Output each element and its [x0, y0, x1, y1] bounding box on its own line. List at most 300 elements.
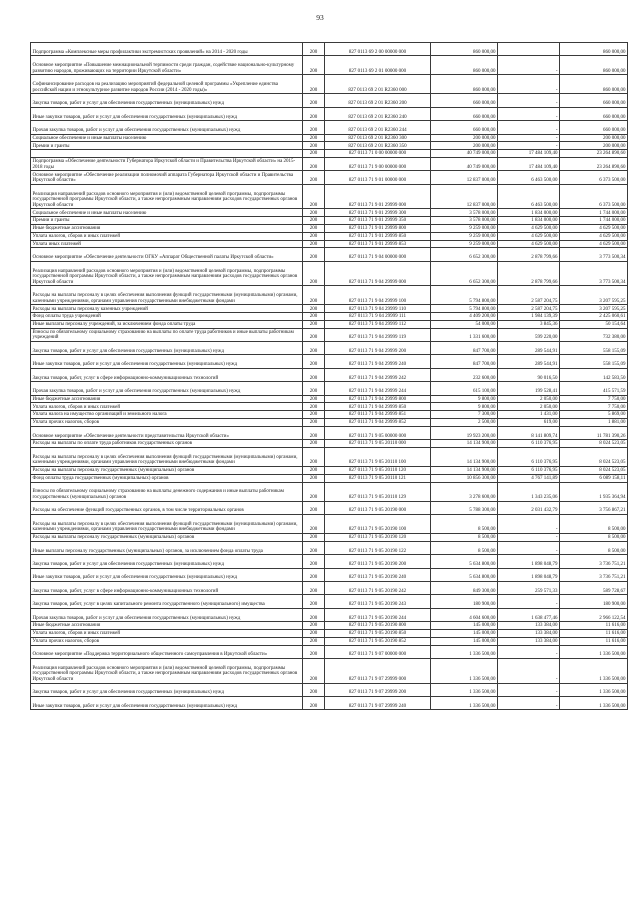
row-executed-amount-cell: 199 528,41: [498, 382, 560, 395]
table-row: [31, 645, 628, 658]
row-name-cell: Реализация направлений расходов основного мероприятия и (или) ведомственной целевой программы, подпрограммы государственной программы Иркутской области, а также непрограммным направлениям расходов государственных органов Иркутской области: [31, 184, 303, 209]
row-unexecuted-amount-cell: 4 629 500,00: [560, 232, 628, 240]
row-classification-code-cell: 827 0113 71 9 04 29999 111: [325, 313, 431, 321]
row-code-cell: 200: [303, 411, 325, 419]
row-executed-amount-cell: 6 110 376,95: [498, 440, 560, 448]
row-code-cell: 200: [303, 629, 325, 637]
row-name-cell: Уплата налогов, сборов и иных платежей: [31, 403, 303, 411]
row-code-cell: 200: [303, 240, 325, 248]
row-approved-amount-cell: 9 259 000,00: [431, 224, 498, 232]
row-unexecuted-amount-cell: 1 336 500,00: [560, 683, 628, 696]
row-unexecuted-amount-cell: 6 373 500,00: [560, 171, 628, 184]
row-unexecuted-amount-cell: 11 781 390,26: [560, 426, 628, 439]
row-classification-code-cell: 827 0113 71 9 00 00000 000: [325, 157, 431, 170]
table-row: [31, 581, 628, 594]
row-approved-amount-cell: 860 000,00: [431, 75, 498, 94]
table-row: [31, 658, 628, 683]
row-classification-code-cell: 827 0113 71 9 04 29999 000: [325, 261, 431, 286]
row-executed-amount-cell: -: [498, 134, 560, 142]
table-row: [31, 224, 628, 232]
row-classification-code-cell: 827 0113 71 9 05 20110 129: [325, 482, 431, 501]
row-name-cell: Основное мероприятие «Обеспечение реализации полномочий аппарата Губернатора Иркутской области и Правительства Иркутской области»: [31, 171, 303, 184]
row-approved-amount-cell: 5 788 300,00: [431, 501, 498, 514]
row-classification-code-cell: 827 0113 71 9 05 20110 000: [325, 440, 431, 448]
table-row: [31, 368, 628, 381]
row-approved-amount-cell: 40 749 000,00: [431, 157, 498, 170]
row-name-cell: Уплата прочих налогов, сборов: [31, 419, 303, 427]
table-row: [31, 232, 628, 240]
row-code-cell: 200: [303, 184, 325, 209]
row-approved-amount-cell: 9 800,00: [431, 403, 498, 411]
row-code-cell: 200: [303, 515, 325, 534]
row-approved-amount-cell: 6 652 300,00: [431, 248, 498, 261]
row-classification-code-cell: 827 0113 69 2 01 00000 000: [325, 56, 431, 75]
row-executed-amount-cell: -: [498, 121, 560, 134]
table-row: [31, 320, 628, 328]
row-unexecuted-amount-cell: 2 966 122,54: [560, 608, 628, 621]
table-row: [31, 482, 628, 501]
row-code-cell: 200: [303, 482, 325, 501]
row-name-cell: Иные бюджетные ассигнования: [31, 224, 303, 232]
row-name-cell: [31, 150, 303, 158]
row-classification-code-cell: 827 0113 71 9 01 29999 853: [325, 240, 431, 248]
row-code-cell: 200: [303, 426, 325, 439]
row-executed-amount-cell: 6 463 500,00: [498, 184, 560, 209]
row-classification-code-cell: 827 0113 71 9 05 20190 000: [325, 501, 431, 514]
row-code-cell: 200: [303, 134, 325, 142]
row-approved-amount-cell: 14 134 900,00: [431, 467, 498, 475]
table-row: [31, 261, 628, 286]
row-name-cell: Иные закупки товаров, работ и услуг для обеспечения государственных (муниципальных) нужд: [31, 568, 303, 581]
row-classification-code-cell: 827 0113 69 2 01 R2360 350: [325, 142, 431, 150]
row-name-cell: Софинансирование расходов на реализацию мероприятий федеральной целевой программы «Укрепление единства российской нации и этнокультурное развитие народов России (2014 - 2020 годы)»: [31, 75, 303, 94]
row-unexecuted-amount-cell: 1 336 500,00: [560, 658, 628, 683]
row-unexecuted-amount-cell: 3 207 595,25: [560, 286, 628, 305]
row-code-cell: 200: [303, 448, 325, 467]
row-approved-amount-cell: 5 634 800,00: [431, 568, 498, 581]
row-code-cell: 200: [303, 248, 325, 261]
row-classification-code-cell: 827 0113 71 9 07 29999 200: [325, 683, 431, 696]
row-code-cell: 200: [303, 286, 325, 305]
row-approved-amount-cell: 9 259 000,00: [431, 232, 498, 240]
row-classification-code-cell: 827 0113 71 9 01 29999 850: [325, 232, 431, 240]
table-row: [31, 696, 628, 709]
row-approved-amount-cell: 660 000,00: [431, 121, 498, 134]
row-unexecuted-amount-cell: 4 629 500,00: [560, 240, 628, 248]
row-classification-code-cell: 827 0113 71 9 07 29999 000: [325, 658, 431, 683]
row-code-cell: 200: [303, 622, 325, 630]
row-executed-amount-cell: 1 898 048,79: [498, 555, 560, 568]
row-code-cell: 200: [303, 595, 325, 608]
row-code-cell: 200: [303, 261, 325, 286]
row-code-cell: 200: [303, 395, 325, 403]
table-row: [31, 395, 628, 403]
row-classification-code-cell: 827 0113 71 9 01 29999 000: [325, 184, 431, 209]
row-classification-code-cell: 827 0113 71 9 01 29999 300: [325, 209, 431, 217]
row-classification-code-cell: 827 0113 71 9 01 29999 350: [325, 217, 431, 225]
row-executed-amount-cell: 4 767 141,89: [498, 474, 560, 482]
row-code-cell: 200: [303, 355, 325, 368]
row-executed-amount-cell: 4 629 500,00: [498, 240, 560, 248]
row-executed-amount-cell: -: [498, 683, 560, 696]
row-code-cell: 200: [303, 403, 325, 411]
row-executed-amount-cell: 259 571,33: [498, 581, 560, 594]
row-executed-amount-cell: 1 431,00: [498, 411, 560, 419]
row-classification-code-cell: 827 0113 71 9 04 29999 110: [325, 305, 431, 313]
row-code-cell: 200: [303, 157, 325, 170]
row-code-cell: 200: [303, 75, 325, 94]
row-approved-amount-cell: 12 837 000,00: [431, 171, 498, 184]
row-unexecuted-amount-cell: 8 024 523,05: [560, 440, 628, 448]
row-unexecuted-amount-cell: 7 750,00: [560, 403, 628, 411]
row-classification-code-cell: 827 0113 71 9 05 20110 121: [325, 474, 431, 482]
row-executed-amount-cell: 2 878 799,66: [498, 261, 560, 286]
row-code-cell: 200: [303, 382, 325, 395]
row-code-cell: 200: [303, 683, 325, 696]
row-approved-amount-cell: 7 300,00: [431, 411, 498, 419]
row-classification-code-cell: 827 0113 71 9 05 20190 800: [325, 622, 431, 630]
row-unexecuted-amount-cell: 5 869,00: [560, 411, 628, 419]
row-classification-code-cell: 827 0113 71 9 04 29999 100: [325, 286, 431, 305]
table-row: [31, 622, 628, 630]
table-row: [31, 568, 628, 581]
table-row: [31, 217, 628, 225]
row-name-cell: Уплата иных платежей: [31, 240, 303, 248]
row-executed-amount-cell: 2 878 799,66: [498, 248, 560, 261]
row-classification-code-cell: 827 0113 69 2 00 00000 000: [325, 43, 431, 56]
row-code-cell: 200: [303, 56, 325, 75]
row-unexecuted-amount-cell: 1 881,00: [560, 419, 628, 427]
row-name-cell: Иные выплаты персоналу учреждений, за исключением фонда оплаты труда: [31, 320, 303, 328]
row-approved-amount-cell: 200 000,00: [431, 142, 498, 150]
table-row: [31, 448, 628, 467]
row-unexecuted-amount-cell: 2 425 060,61: [560, 313, 628, 321]
row-code-cell: 200: [303, 94, 325, 107]
row-name-cell: Уплата налогов, сборов и иных платежей: [31, 232, 303, 240]
row-executed-amount-cell: 619,00: [498, 419, 560, 427]
row-executed-amount-cell: -: [498, 56, 560, 75]
row-approved-amount-cell: 6 652 300,00: [431, 261, 498, 286]
row-name-cell: Премии и гранты: [31, 217, 303, 225]
row-unexecuted-amount-cell: 4 629 500,00: [560, 224, 628, 232]
row-name-cell: Социальное обеспечение и иные выплаты населению: [31, 209, 303, 217]
row-name-cell: Подпрограмма «Обеспечение деятельности Губернатора Иркутской области и Правительства Иркутской области» на 2015-2018 годы: [31, 157, 303, 170]
row-approved-amount-cell: 847 700,00: [431, 342, 498, 355]
row-executed-amount-cell: 17 484 109,40: [498, 150, 560, 158]
row-unexecuted-amount-cell: 7 750,00: [560, 395, 628, 403]
row-approved-amount-cell: 3 278 600,00: [431, 482, 498, 501]
row-classification-code-cell: 827 0113 69 2 01 R2360 000: [325, 75, 431, 94]
row-name-cell: Иные бюджетные ассигнования: [31, 622, 303, 630]
row-approved-amount-cell: 145 000,00: [431, 622, 498, 630]
table-row: [31, 107, 628, 120]
row-approved-amount-cell: 14 134 900,00: [431, 440, 498, 448]
row-executed-amount-cell: [498, 43, 560, 56]
row-code-cell: 200: [303, 320, 325, 328]
row-unexecuted-amount-cell: 8 500,00: [560, 541, 628, 554]
row-name-cell: Расходы на выплаты персоналу казенных учреждений: [31, 305, 303, 313]
row-executed-amount-cell: 2 587 204,75: [498, 305, 560, 313]
row-code-cell: 200: [303, 608, 325, 621]
row-classification-code-cell: 827 0113 71 9 05 20190 244: [325, 608, 431, 621]
budget-execution-table: [30, 42, 628, 710]
row-executed-amount-cell: 6 110 376,95: [498, 467, 560, 475]
row-unexecuted-amount-cell: 6 089 158,11: [560, 474, 628, 482]
table-row: [31, 515, 628, 534]
row-name-cell: Закупка товаров, работ, услуг в целях капитального ремонта государственного (муниципального) имущества: [31, 595, 303, 608]
row-approved-amount-cell: 200 000,00: [431, 134, 498, 142]
row-code-cell: 200: [303, 142, 325, 150]
row-code-cell: 200: [303, 541, 325, 554]
row-executed-amount-cell: 2 587 204,75: [498, 286, 560, 305]
row-classification-code-cell: 827 0113 71 9 05 20190 850: [325, 629, 431, 637]
row-unexecuted-amount-cell: 1 336 500,00: [560, 696, 628, 709]
table-row: [31, 313, 628, 321]
row-name-cell: Фонд оплаты труда учреждений: [31, 313, 303, 321]
row-unexecuted-amount-cell: 8 024 523,05: [560, 467, 628, 475]
row-code-cell: 200: [303, 419, 325, 427]
row-classification-code-cell: 827 0113 69 2 01 R2360 240: [325, 107, 431, 120]
table-row: [31, 474, 628, 482]
row-code-cell: 200: [303, 328, 325, 341]
row-approved-amount-cell: 660 000,00: [431, 94, 498, 107]
row-approved-amount-cell: 847 700,00: [431, 355, 498, 368]
row-unexecuted-amount-cell: 558 155,09: [560, 342, 628, 355]
row-name-cell: Премии и гранты: [31, 142, 303, 150]
row-approved-amount-cell: 14 134 900,00: [431, 448, 498, 467]
row-code-cell: 200: [303, 171, 325, 184]
row-unexecuted-amount-cell: 3 736 751,21: [560, 568, 628, 581]
row-approved-amount-cell: 9 259 000,00: [431, 240, 498, 248]
row-unexecuted-amount-cell: 3 773 500,34: [560, 261, 628, 286]
row-classification-code-cell: 827 0113 71 9 05 00000 000: [325, 426, 431, 439]
table-row: [31, 595, 628, 608]
row-name-cell: Прочая закупка товаров, работ и услуг для обеспечения государственных (муниципальных) нужд: [31, 121, 303, 134]
table-row: [31, 440, 628, 448]
row-name-cell: Взносы по обязательному социальному страхованию на выплаты по оплате труда работников и иные выплаты работникам учреждений: [31, 328, 303, 341]
row-executed-amount-cell: 1 343 235,06: [498, 482, 560, 501]
table-row: [31, 184, 628, 209]
row-classification-code-cell: 827 0113 71 9 05 20190 100: [325, 515, 431, 534]
row-name-cell: Уплата прочих налогов, сборов: [31, 637, 303, 645]
row-executed-amount-cell: -: [498, 94, 560, 107]
table-row: [31, 403, 628, 411]
row-code-cell: 200: [303, 107, 325, 120]
row-approved-amount-cell: 4 604 600,00: [431, 608, 498, 621]
row-unexecuted-amount-cell: 11 616,00: [560, 629, 628, 637]
table-row: [31, 248, 628, 261]
row-executed-amount-cell: 133 384,00: [498, 629, 560, 637]
table-row: [31, 56, 628, 75]
table-row: [31, 171, 628, 184]
row-unexecuted-amount-cell: 180 900,00: [560, 595, 628, 608]
table-row: [31, 426, 628, 439]
row-executed-amount-cell: 3 845,36: [498, 320, 560, 328]
row-approved-amount-cell: 145 000,00: [431, 629, 498, 637]
row-code-cell: 200: [303, 150, 325, 158]
table-row: [31, 328, 628, 341]
row-executed-amount-cell: -: [498, 645, 560, 658]
row-classification-code-cell: 827 0113 71 9 07 00000 000: [325, 645, 431, 658]
table-row: [31, 541, 628, 554]
table-row: [31, 419, 628, 427]
row-name-cell: Реализация направлений расходов основного мероприятия и (или) ведомственной целевой программы, подпрограммы государственной программы Иркутской области, а также непрограммным направлениям расходов государственных органов Иркутской области: [31, 658, 303, 683]
row-unexecuted-amount-cell: 732 380,00: [560, 328, 628, 341]
row-unexecuted-amount-cell: 11 616,00: [560, 622, 628, 630]
table-row: [31, 94, 628, 107]
row-code-cell: 200: [303, 555, 325, 568]
row-executed-amount-cell: 4 629 500,00: [498, 224, 560, 232]
row-approved-amount-cell: 8 500,00: [431, 534, 498, 542]
row-name-cell: Расходы на выплаты персоналу в целях обеспечения выполнения функций государственными (муниципальными) органами, казенными учреждениями, органами управления государственными внебюджетными фондами: [31, 448, 303, 467]
row-name-cell: Расходы на выплаты персоналу государственных (муниципальных) органов: [31, 534, 303, 542]
row-classification-code-cell: 827 0113 71 9 04 29999 242: [325, 368, 431, 381]
row-approved-amount-cell: 8 500,00: [431, 515, 498, 534]
row-name-cell: Закупка товаров, работ, услуг в сфере информационно-коммуникационных технологий: [31, 581, 303, 594]
row-classification-code-cell: 827 0113 69 2 01 R2360 244: [325, 121, 431, 134]
table-row: [31, 305, 628, 313]
row-name-cell: Уплата налогов, сборов и иных платежей: [31, 629, 303, 637]
row-approved-amount-cell: 1 331 600,00: [431, 328, 498, 341]
row-classification-code-cell: 827 0113 71 9 01 00000 000: [325, 171, 431, 184]
row-unexecuted-amount-cell: 415 571,59: [560, 382, 628, 395]
row-name-cell: Расходы на выплаты персоналу государственных (муниципальных) органов: [31, 467, 303, 475]
row-executed-amount-cell: 599 220,00: [498, 328, 560, 341]
row-classification-code-cell: 827 0113 71 9 05 20190 120: [325, 534, 431, 542]
row-approved-amount-cell: 4 409 200,00: [431, 313, 498, 321]
row-name-cell: Уплата налога на имущество организаций и земельного налога: [31, 411, 303, 419]
row-unexecuted-amount-cell: 8 500,00: [560, 534, 628, 542]
row-unexecuted-amount-cell: 6 373 500,00: [560, 184, 628, 209]
row-executed-amount-cell: -: [498, 658, 560, 683]
row-unexecuted-amount-cell: 142 583,50: [560, 368, 628, 381]
row-name-cell: Прочая закупка товаров, работ и услуг для обеспечения государственных (муниципальных) нужд: [31, 608, 303, 621]
row-name-cell: Расходы на обеспечение функций государственных органов, в том числе территориальных органов: [31, 501, 303, 514]
row-executed-amount-cell: 2 031 432,79: [498, 501, 560, 514]
table-row: [31, 134, 628, 142]
row-code-cell: 200: [303, 224, 325, 232]
row-unexecuted-amount-cell: 3 756 867,21: [560, 501, 628, 514]
row-executed-amount-cell: 1 834 000,00: [498, 209, 560, 217]
row-unexecuted-amount-cell: 1 935 364,94: [560, 482, 628, 501]
row-classification-code-cell: 827 0113 71 9 04 29999 112: [325, 320, 431, 328]
row-unexecuted-amount-cell: 860 000,00: [560, 56, 628, 75]
row-name-cell: Основное мероприятие «Обеспечение деятельности представительства Иркутской области»: [31, 426, 303, 439]
row-approved-amount-cell: 180 900,00: [431, 595, 498, 608]
row-unexecuted-amount-cell: 1 744 000,00: [560, 217, 628, 225]
row-name-cell: Закупка товаров, работ и услуг для обеспечения государственных (муниципальных) нужд: [31, 555, 303, 568]
row-classification-code-cell: 827 0113 71 9 04 29999 851: [325, 411, 431, 419]
row-executed-amount-cell: 289 544,91: [498, 342, 560, 355]
row-unexecuted-amount-cell: 200 000,00: [560, 134, 628, 142]
row-classification-code-cell: 827 0113 71 0 00 00000 000: [325, 150, 431, 158]
row-unexecuted-amount-cell: 860 000,00: [560, 43, 628, 56]
row-classification-code-cell: 827 0113 71 9 05 20190 242: [325, 581, 431, 594]
row-approved-amount-cell: 615 100,00: [431, 382, 498, 395]
page-number: 93: [316, 13, 324, 22]
row-executed-amount-cell: 1 898 048,79: [498, 568, 560, 581]
row-executed-amount-cell: -: [498, 142, 560, 150]
row-unexecuted-amount-cell: 200 000,00: [560, 142, 628, 150]
row-code-cell: 200: [303, 342, 325, 355]
row-classification-code-cell: 827 0113 71 9 04 29999 850: [325, 403, 431, 411]
row-unexecuted-amount-cell: 8 024 523,05: [560, 448, 628, 467]
table-row: [31, 286, 628, 305]
row-executed-amount-cell: -: [498, 696, 560, 709]
table-row: [31, 683, 628, 696]
row-name-cell: Иные бюджетные ассигнования: [31, 395, 303, 403]
row-unexecuted-amount-cell: 589 728,67: [560, 581, 628, 594]
row-code-cell: 200: [303, 696, 325, 709]
row-code-cell: 200: [303, 313, 325, 321]
row-approved-amount-cell: 12 837 000,00: [431, 184, 498, 209]
row-approved-amount-cell: 5 794 800,00: [431, 286, 498, 305]
row-code-cell: 200: [303, 368, 325, 381]
row-approved-amount-cell: 5 634 800,00: [431, 555, 498, 568]
table-row: [31, 75, 628, 94]
row-unexecuted-amount-cell: 660 000,00: [560, 121, 628, 134]
row-name-cell: Подпрограмма «Комплексные меры профилактики экстремистских проявлений» на 2014 - 2020 годы: [31, 43, 303, 56]
row-name-cell: Расходы на выплаты персоналу в целях обеспечения выполнения функций государственными (муниципальными) органами, казенными учреждениями, органами управления государственными внебюджетными фондами: [31, 515, 303, 534]
row-approved-amount-cell: 1 336 500,00: [431, 696, 498, 709]
row-approved-amount-cell: 40 749 000,00: [431, 150, 498, 158]
row-executed-amount-cell: -: [498, 595, 560, 608]
row-approved-amount-cell: 9 800,00: [431, 395, 498, 403]
row-unexecuted-amount-cell: 3 773 500,34: [560, 248, 628, 261]
row-code-cell: 200: [303, 501, 325, 514]
row-code-cell: 200: [303, 637, 325, 645]
row-executed-amount-cell: 2 050,00: [498, 403, 560, 411]
table-row: [31, 121, 628, 134]
row-classification-code-cell: 827 0113 71 9 05 20190 852: [325, 637, 431, 645]
row-classification-code-cell: 827 0113 71 9 04 29999 800: [325, 395, 431, 403]
table-row: [31, 608, 628, 621]
row-code-cell: 200: [303, 305, 325, 313]
row-executed-amount-cell: 1 984 139,39: [498, 313, 560, 321]
row-executed-amount-cell: 289 544,91: [498, 355, 560, 368]
row-code-cell: 200: [303, 232, 325, 240]
row-executed-amount-cell: 6 110 376,95: [498, 448, 560, 467]
table-row: [31, 382, 628, 395]
row-classification-code-cell: 827 0113 71 9 05 20110 100: [325, 448, 431, 467]
row-classification-code-cell: 827 0113 71 9 05 20190 243: [325, 595, 431, 608]
row-code-cell: 200: [303, 440, 325, 448]
row-unexecuted-amount-cell: 660 000,00: [560, 94, 628, 107]
row-classification-code-cell: 827 0113 69 2 01 R2360 300: [325, 134, 431, 142]
row-code-cell: 200: [303, 658, 325, 683]
row-classification-code-cell: 827 0113 71 9 05 20190 122: [325, 541, 431, 554]
row-classification-code-cell: 827 0113 71 9 05 20190 200: [325, 555, 431, 568]
row-unexecuted-amount-cell: 660 000,00: [560, 107, 628, 120]
row-classification-code-cell: 827 0113 71 9 04 00000 000: [325, 248, 431, 261]
row-unexecuted-amount-cell: 23 264 890,60: [560, 150, 628, 158]
row-approved-amount-cell: 232 600,00: [431, 368, 498, 381]
row-approved-amount-cell: 19 923 200,00: [431, 426, 498, 439]
row-approved-amount-cell: 1 336 500,00: [431, 645, 498, 658]
row-approved-amount-cell: 8 500,00: [431, 541, 498, 554]
table-row: [31, 355, 628, 368]
table-row: [31, 209, 628, 217]
row-executed-amount-cell: -: [498, 75, 560, 94]
row-executed-amount-cell: -: [498, 534, 560, 542]
row-name-cell: Социальное обеспечение и иные выплаты населению: [31, 134, 303, 142]
row-name-cell: Расходы на выплаты по оплате труда работников государственных органов: [31, 440, 303, 448]
row-code-cell: 200: [303, 217, 325, 225]
table-row: [31, 629, 628, 637]
row-code-cell: 200: [303, 121, 325, 134]
row-classification-code-cell: 827 0113 69 2 01 R2360 200: [325, 94, 431, 107]
row-executed-amount-cell: 90 016,50: [498, 368, 560, 381]
